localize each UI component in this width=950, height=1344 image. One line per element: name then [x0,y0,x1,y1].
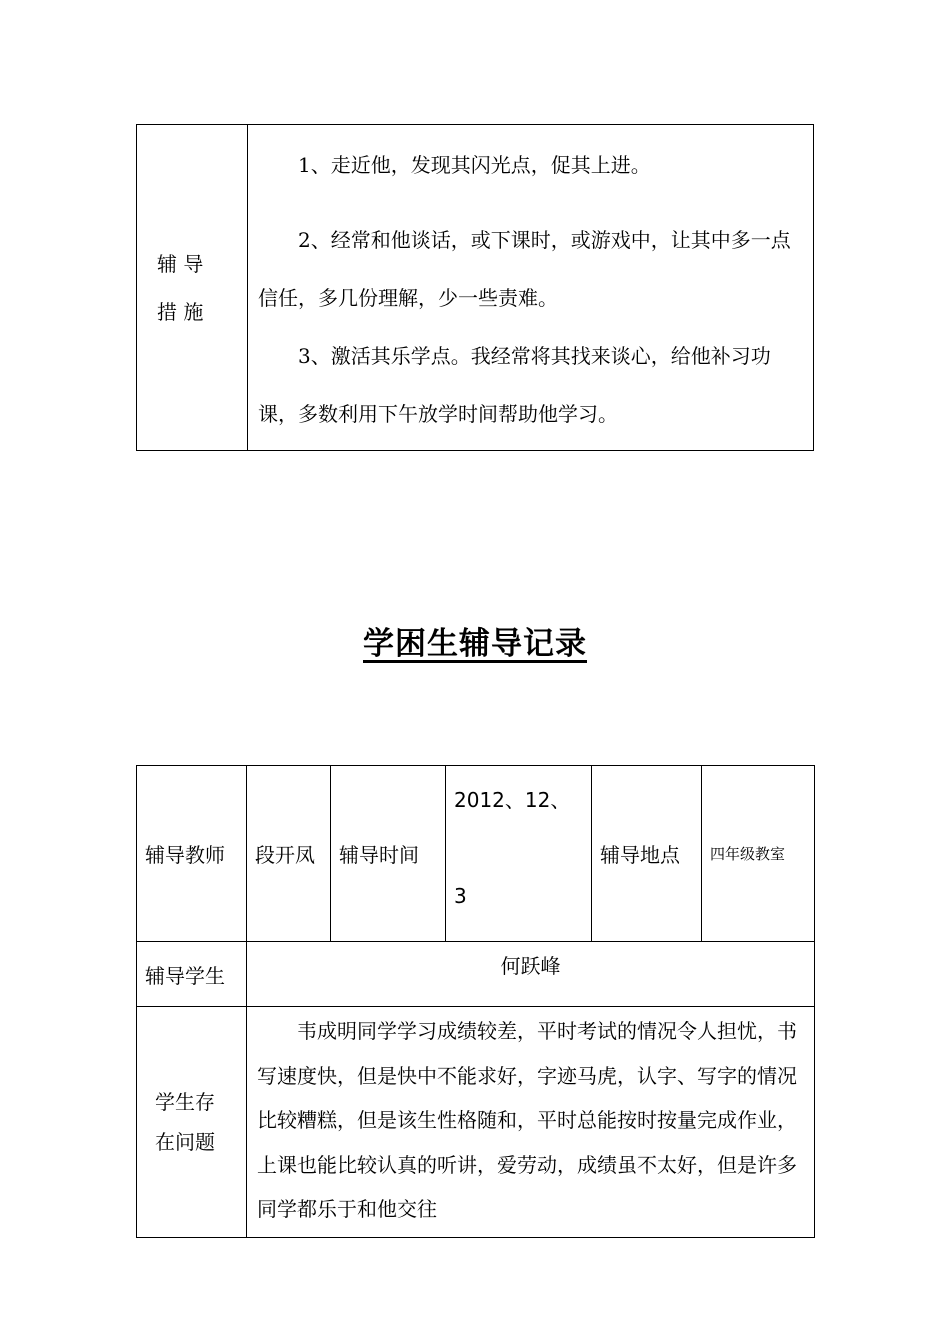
measure-item-1: 1、走近他，发现其闪光点，促其上进。 [298,153,651,177]
measures-label-line1: 辅 导 [157,251,204,276]
guidance-measures-table [136,124,814,451]
time-label: 辅导时间 [331,766,446,942]
problem-label-line2: 在问题 [155,1130,215,1154]
teacher-value: 段开凤 [247,766,331,942]
time-value-cell [446,766,592,942]
measures-label [137,240,247,336]
student-value: 何跃峰 [247,942,815,1007]
student-label: 辅导学生 [137,942,247,1007]
problem-content-cell [247,1007,815,1238]
measure-item-2: 2、经常和他谈话，或下课时，或游戏中，让其中多一点信任，多几份理解，少一些责难。 [258,228,791,310]
problem-label-cell [137,1007,247,1238]
page-title: 学困生辅导记录 [363,626,587,662]
time-value-line1: 2012、12、 [454,788,571,812]
place-value: 四年级教室 [702,766,815,942]
tutoring-record-table [136,765,815,1238]
measure-item-3: 3、激活其乐学点。我经常将其找来谈心，给他补习功课，多数利用下午放学时间帮助他学习。 [258,344,771,426]
measures-label-cell [137,125,248,451]
place-label: 辅导地点 [592,766,702,942]
measures-label-line2: 措 施 [157,299,204,324]
time-value-line2: 3 [454,884,467,908]
problem-text: 韦成明同学学习成绩较差，平时考试的情况令人担忧，书写速度快，但是快中不能求好，字迹马虎，认字、写字的情况比较糟糕，但是该生性格随和，平时总能按时按量完成作业，上课也能比较认真的听讲，爱劳动，成绩虽不太好，但是许多同学都乐于和他交往 [257,1019,797,1221]
measures-content-cell [248,125,814,451]
problem-label-line1: 学生存 [155,1090,215,1114]
teacher-label: 辅导教师 [137,766,247,942]
